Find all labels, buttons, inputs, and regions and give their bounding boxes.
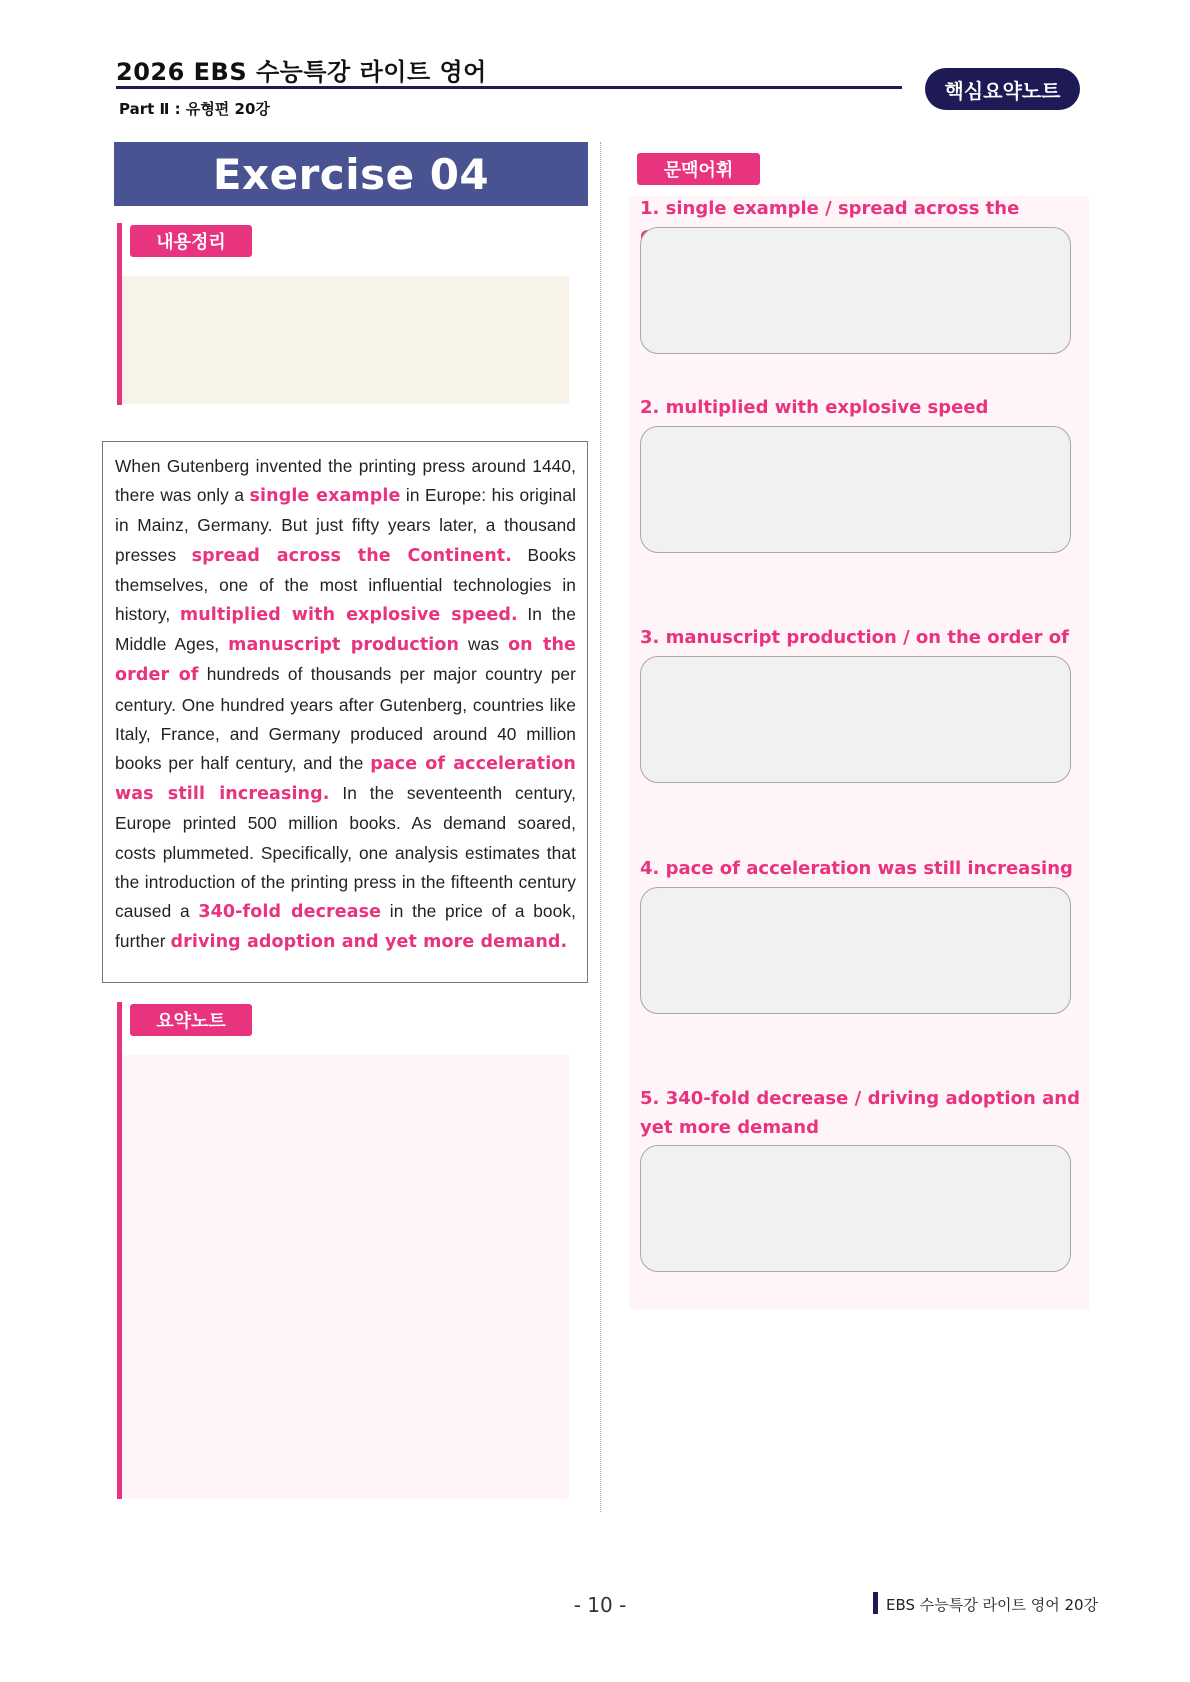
vocab-answer-box-5[interactable] [640,1145,1071,1272]
passage-box [102,441,588,983]
summary-note-badge: 핵심요약노트 [925,68,1080,110]
passage-segment: in Europe: his original in Mainz, Germany. But just fifty years later, a thousand presses [115,485,577,565]
vocab-question-3: 3. manuscript production / on the order of [640,627,1069,648]
passage-segment: In the Middle Ages, [115,604,576,655]
passage-segment: hundreds of thousands per major country per century. One hundred years after Gutenberg, countries like Italy, France, and Germany produced around 40 million books per half century, and the [115,664,576,774]
highlighted-phrase: single example [249,486,401,507]
page-number: - 10 - [573,1593,627,1617]
passage-segment: In the seventeenth century, Europe printed 500 million books. As demand soared, costs plummeted. Specifically, one analysis estimates that the introduction of the printing press in the fifteenth century caused a [115,783,576,922]
vocab-question-1: 1. single example / spread across the [640,198,1020,219]
vocab-question-4: 4. pace of acceleration was still increasing [640,858,1073,879]
vocab-answer-box-2[interactable] [640,426,1071,553]
vocab-answer-box-1[interactable] [640,227,1071,354]
vocab-question-2: 2. multiplied with explosive speed [640,397,989,418]
passage-segment: Books themselves, one of the most influential technologies in history, [115,544,576,625]
highlighted-phrase: 340-fold decrease [198,902,382,923]
passage-segment: was [459,634,509,655]
content-summary-tag: 내용정리 [130,225,252,257]
footer-accent-bar [873,1592,878,1614]
footer-text: EBS 수능특강 라이트 영어 20강 [886,1596,1099,1614]
passage-segment: When Gutenberg invented the printing press around 1440, there was only a [115,456,576,506]
document-title: 2026 EBS 수능특강 라이트 영어 [116,58,487,86]
highlighted-phrase: pace of acceleration was still increasing. [115,754,576,805]
exercise-title: Exercise 04 [114,142,588,206]
vocab-question-5: 5. 340-fold decrease / driving adoption and yet more demand [640,1088,1080,1138]
highlighted-phrase: on the order of [115,635,576,686]
document-subtitle: Part Ⅱ : 유형편 20강 [119,100,270,118]
vocab-answer-box-4[interactable] [640,887,1071,1014]
vocab-answer-box-3[interactable] [640,656,1071,783]
highlighted-phrase: driving adoption and yet more demand. [170,932,568,953]
passage-text [115,452,576,957]
context-vocab-tag: 문맥어휘 [637,153,760,185]
content-summary-box[interactable] [122,276,569,404]
header-divider [116,86,902,89]
passage-segment: in the price of a book, further [115,901,576,952]
highlighted-phrase: spread across the Continent. [191,545,512,566]
summary-note-box[interactable] [122,1055,569,1499]
highlighted-phrase: multiplied with explosive speed. [179,605,518,626]
column-divider [600,142,601,1512]
summary-note-tag: 요약노트 [130,1004,252,1036]
highlighted-phrase: manuscript production [228,635,460,656]
